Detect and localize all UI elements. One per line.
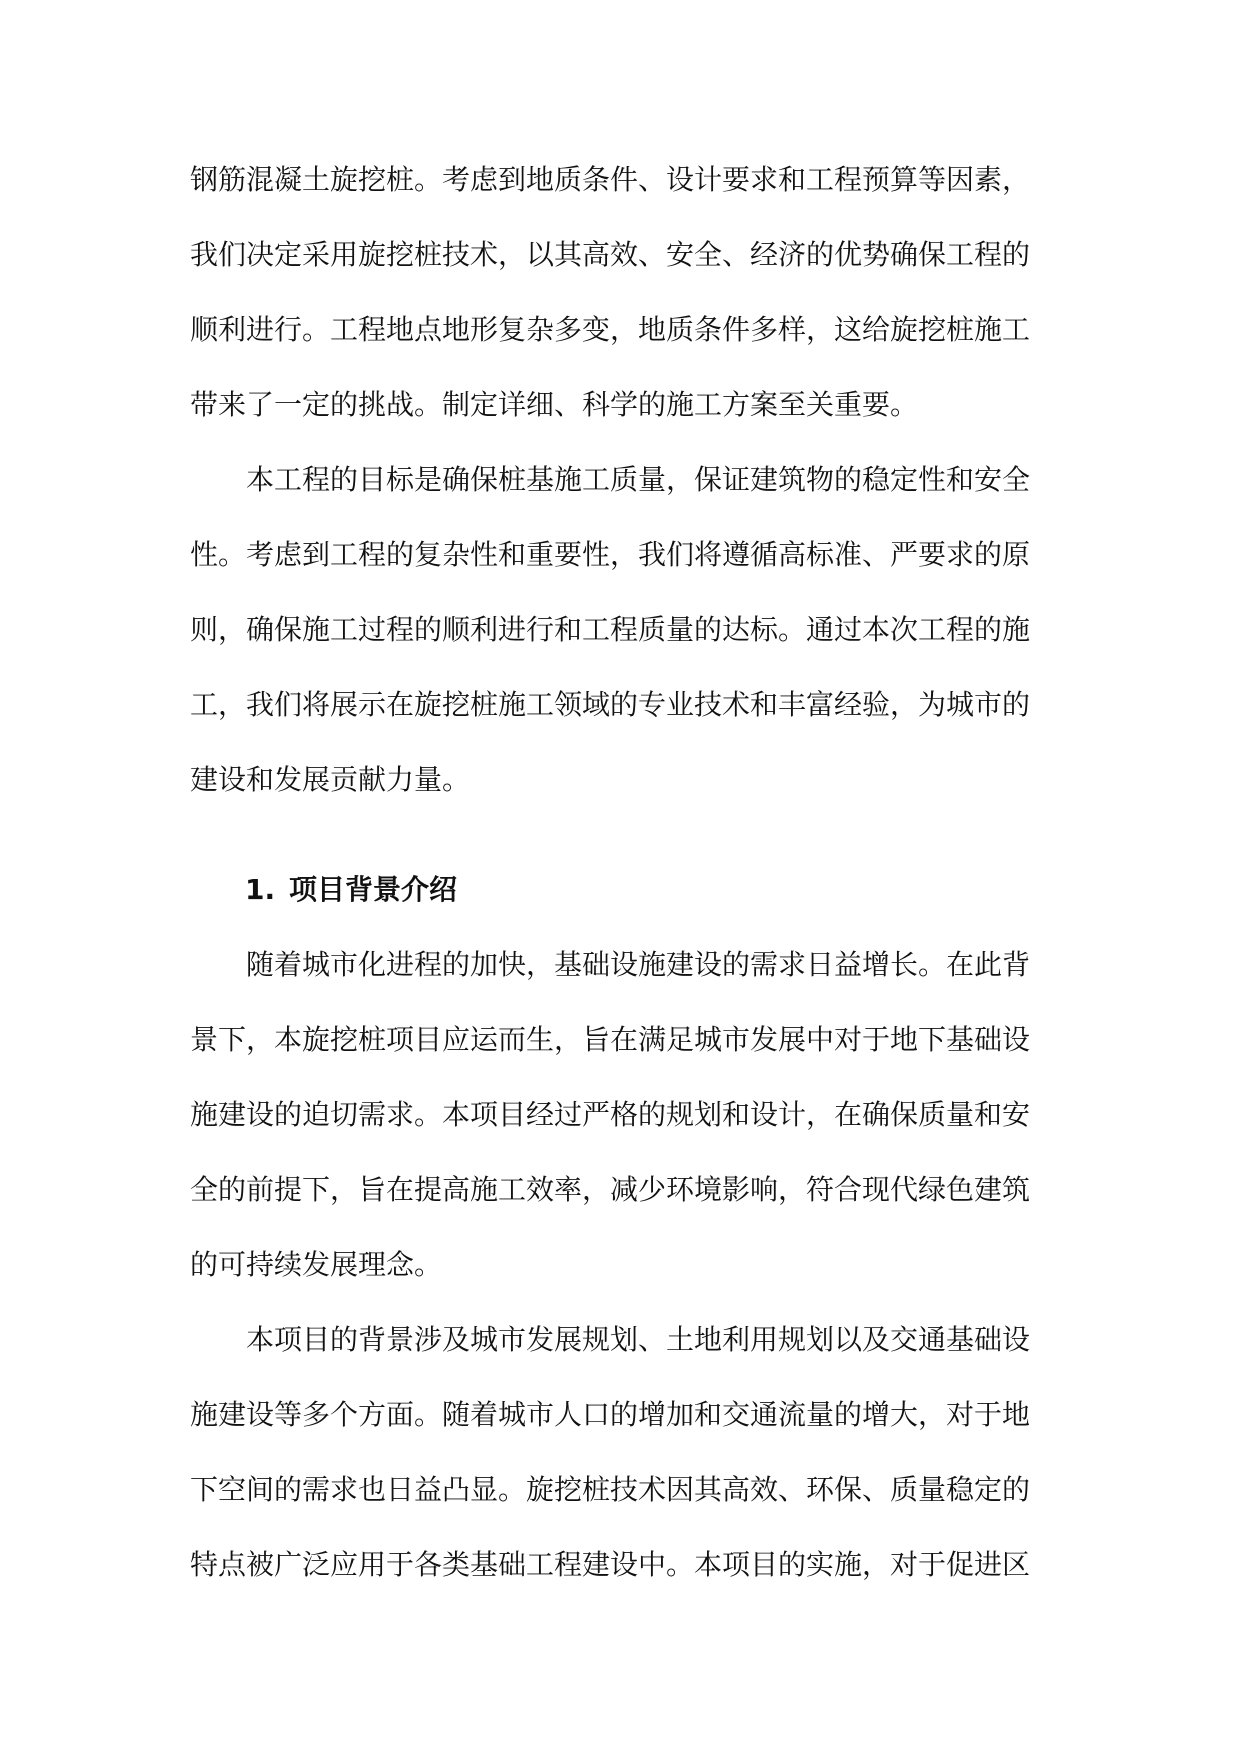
text-line: 带来了一定的挑战。制定详细、科学的施工方案至关重要。 [190,388,919,421]
text-line: 建设和发展贡献力量。 [190,763,471,796]
text-line: 随着城市化进程的加快，基础设施建设的需求日益增长。在此背 [190,948,1031,981]
text-line: 我们决定采用旋挖桩技术，以其高效、安全、经济的优势确保工程的 [190,238,1031,271]
section-number: 1. [245,873,276,906]
text-line: 下空间的需求也日益凸显。旋挖桩技术因其高效、环保、质量稳定的 [190,1473,1031,1506]
paragraph-2 [190,442,1060,817]
text-line: 景下，本旋挖桩项目应运而生，旨在满足城市发展中对于地下基础设 [190,1023,1031,1056]
paragraph-1 [190,142,1060,442]
section-title: 项目背景介绍 [289,873,458,906]
text-line: 钢筋混凝土旋挖桩。考虑到地质条件、设计要求和工程预算等因素， [190,163,1031,196]
document-body [190,142,1060,1602]
text-line: 本工程的目标是确保桩基施工质量，保证建筑物的稳定性和安全 [190,463,1031,496]
text-line: 性。考虑到工程的复杂性和重要性，我们将遵循高标准、严要求的原 [190,538,1031,571]
text-line: 则，确保施工过程的顺利进行和工程质量的达标。通过本次工程的施 [190,613,1031,646]
text-line: 本项目的背景涉及城市发展规划、土地利用规划以及交通基础设 [190,1323,1031,1356]
paragraph-4 [190,1302,1060,1602]
text-line: 施建设的迫切需求。本项目经过严格的规划和设计，在确保质量和安 [190,1098,1031,1131]
text-line: 全的前提下，旨在提高施工效率，减少环境影响，符合现代绿色建筑 [190,1173,1031,1206]
text-line: 的可持续发展理念。 [190,1248,443,1281]
text-line: 顺利进行。工程地点地形复杂多变，地质条件多样，这给旋挖桩施工 [190,313,1031,346]
paragraph-3 [190,927,1060,1302]
text-line: 特点被广泛应用于各类基础工程建设中。本项目的实施，对于促进区 [190,1548,1031,1581]
text-line: 施建设等多个方面。随着城市人口的增加和交通流量的增大，对于地 [190,1398,1031,1431]
text-line: 工，我们将展示在旋挖桩施工领域的专业技术和丰富经验，为城市的 [190,688,1031,721]
section-heading [190,852,1060,927]
